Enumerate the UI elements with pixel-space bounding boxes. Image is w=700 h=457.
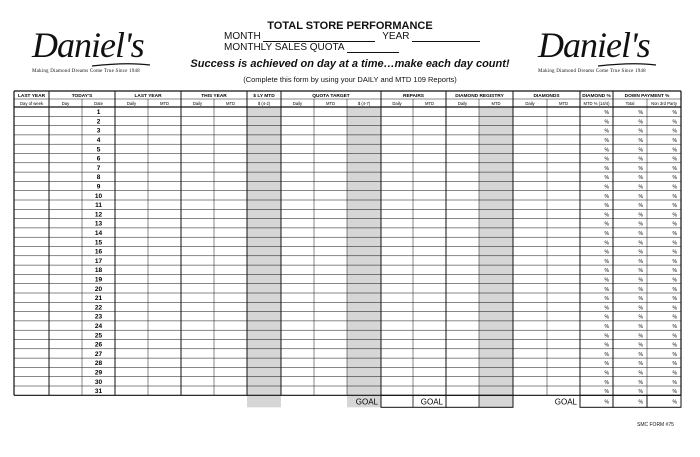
percent-cell: %	[638, 277, 643, 284]
date-number: 7	[96, 164, 101, 172]
percent-cell: %	[638, 110, 643, 117]
date-number: 27	[94, 350, 103, 358]
percent-cell: %	[604, 249, 609, 256]
date-number: 30	[94, 378, 103, 386]
goal-label: GOAL	[355, 397, 378, 407]
percent-cell: %	[604, 147, 609, 154]
percent-cell: %	[638, 314, 643, 321]
sub-header: Day	[61, 101, 70, 106]
percent-cell: %	[672, 351, 677, 358]
goal-percent: %	[638, 399, 643, 406]
sub-header: Total	[625, 101, 635, 106]
month-label: MONTH	[224, 31, 261, 42]
percent-cell: %	[672, 193, 677, 200]
date-number: 14	[94, 230, 103, 237]
sub-header: Day of week	[19, 101, 44, 106]
percent-cell: %	[604, 389, 609, 396]
percent-cell: %	[638, 342, 643, 349]
percent-cell: %	[604, 165, 609, 172]
date-number: 23	[94, 313, 103, 321]
percent-cell: %	[672, 305, 677, 312]
slogan: Success is achieved on day at a time…make each day count!	[190, 58, 510, 70]
percent-cell: %	[638, 203, 643, 210]
percent-cell: %	[638, 361, 643, 368]
date-number: 21	[94, 295, 103, 303]
sub-header: $ (4-7)	[357, 101, 371, 106]
brand-tagline: Making Diamond Dreams Come True Since 1948	[32, 69, 140, 74]
percent-cell: %	[672, 184, 677, 191]
sub-header: MTD	[159, 101, 170, 106]
sub-header: Daily	[392, 101, 402, 106]
percent-cell: %	[638, 249, 643, 256]
percent-cell: %	[672, 156, 677, 163]
percent-cell: %	[672, 203, 677, 210]
sub-header: MTD	[225, 101, 236, 106]
sub-header: MTD	[491, 101, 501, 106]
date-number: 4	[96, 137, 101, 144]
date-number: 13	[94, 220, 103, 228]
sub-header: Non 3rd Party	[651, 101, 677, 106]
group-header: LAST YEAR	[134, 94, 162, 99]
percent-cell: %	[638, 138, 643, 144]
year-label: YEAR	[382, 31, 410, 42]
percent-cell: %	[638, 231, 643, 237]
percent-cell: %	[672, 147, 677, 154]
percent-cell: %	[604, 296, 609, 303]
percent-cell: %	[672, 231, 677, 237]
percent-cell: %	[638, 175, 643, 182]
group-header: REPAIRS	[403, 94, 424, 99]
sub-header: Date	[94, 101, 103, 106]
date-number: 15	[94, 239, 103, 247]
date-number: 25	[94, 332, 103, 340]
date-number: 31	[94, 388, 103, 396]
group-header: $ LY MTD	[253, 94, 275, 99]
date-number: 10	[94, 192, 103, 200]
percent-cell: %	[672, 175, 677, 182]
percent-cell: %	[672, 277, 677, 284]
percent-cell: %	[638, 193, 643, 200]
percent-cell: %	[672, 119, 677, 126]
percent-cell: %	[604, 221, 609, 228]
percent-cell: %	[638, 240, 643, 247]
percent-cell: %	[672, 324, 677, 330]
brand-name: Daniel's	[538, 25, 650, 65]
date-number: 16	[94, 248, 103, 256]
percent-cell: %	[604, 258, 609, 265]
percent-cell: %	[638, 351, 643, 358]
shaded-column	[247, 107, 281, 407]
date-number: 11	[95, 202, 102, 210]
percent-cell: %	[638, 286, 643, 293]
percent-cell: %	[604, 175, 609, 182]
shaded-column	[479, 107, 513, 407]
goal-percent: %	[604, 399, 609, 406]
percent-cell: %	[672, 212, 677, 219]
date-number: 26	[94, 341, 103, 349]
date-number: 24	[94, 323, 103, 330]
percent-cell: %	[672, 379, 677, 386]
percent-cell: %	[638, 324, 643, 330]
date-number: 18	[94, 267, 103, 275]
date-number: 12	[94, 211, 103, 219]
group-header: LAST YEAR	[17, 94, 46, 99]
percent-cell: %	[604, 379, 609, 386]
percent-cell: %	[604, 156, 609, 163]
sub-header: Daily	[292, 101, 303, 106]
percent-cell: %	[604, 370, 609, 377]
percent-cell: %	[638, 147, 643, 154]
percent-cell: %	[672, 389, 677, 396]
goal-label: GOAL	[554, 397, 577, 407]
percent-cell: %	[672, 361, 677, 368]
percent-cell: %	[672, 296, 677, 303]
date-number: 8	[96, 174, 101, 182]
sub-header: MTD	[424, 101, 435, 106]
percent-cell: %	[638, 119, 643, 126]
sub-header: Daily	[126, 101, 137, 106]
percent-cell: %	[672, 249, 677, 256]
percent-cell: %	[604, 333, 609, 340]
sub-header: Daily	[192, 101, 203, 106]
percent-cell: %	[638, 165, 643, 172]
percent-cell: %	[604, 324, 609, 330]
date-number: 9	[96, 183, 101, 191]
percent-cell: %	[638, 370, 643, 377]
percent-cell: %	[638, 296, 643, 303]
percent-cell: %	[604, 286, 609, 293]
sub-header: Daily	[525, 101, 535, 106]
percent-cell: %	[638, 156, 643, 163]
date-number: 20	[94, 285, 103, 293]
sub-header: Daily	[457, 101, 468, 106]
group-header: DIAMONDS	[533, 94, 560, 99]
page-title: TOTAL STORE PERFORMANCE	[267, 20, 433, 32]
date-number: 19	[94, 276, 103, 284]
group-header: TODAY'S	[71, 94, 93, 99]
group-header: DIAMOND %	[582, 94, 611, 99]
brand-name: Daniel's	[32, 25, 144, 65]
percent-cell: %	[604, 203, 609, 210]
date-number: 6	[96, 155, 101, 163]
percent-cell: %	[604, 277, 609, 284]
percent-cell: %	[604, 361, 609, 368]
percent-cell: %	[638, 333, 643, 340]
date-number: 17	[94, 257, 103, 265]
sub-header: MTD % (14/4)	[583, 101, 610, 106]
goal-label: GOAL	[420, 397, 443, 407]
percent-cell: %	[638, 305, 643, 312]
sub-header: $ (4-2)	[257, 101, 271, 106]
percent-cell: %	[672, 342, 677, 349]
percent-cell: %	[638, 128, 643, 135]
date-number: 28	[94, 360, 103, 368]
percent-cell: %	[604, 193, 609, 200]
percent-cell: %	[672, 138, 677, 144]
percent-cell: %	[638, 379, 643, 386]
date-number: 1	[96, 109, 101, 117]
group-header: DOWN PAYMENT %	[624, 94, 670, 99]
percent-cell: %	[672, 314, 677, 321]
percent-cell: %	[604, 138, 609, 144]
date-number: 2	[96, 118, 101, 126]
group-header: QUOTA TARGET	[312, 94, 350, 99]
percent-cell: %	[604, 305, 609, 312]
percent-cell: %	[604, 119, 609, 126]
percent-cell: %	[604, 128, 609, 135]
brand-tagline: Making Diamond Dreams Come True Since 1948	[538, 69, 646, 74]
percent-cell: %	[604, 231, 609, 237]
percent-cell: %	[638, 184, 643, 191]
percent-cell: %	[672, 286, 677, 293]
date-number: 29	[94, 369, 103, 377]
form-id: SMC FORM #75	[637, 422, 674, 428]
date-number: 22	[94, 304, 103, 312]
percent-cell: %	[672, 370, 677, 377]
percent-cell: %	[604, 268, 609, 275]
percent-cell: %	[672, 110, 677, 117]
quota-label: MONTHLY SALES QUOTA	[224, 42, 345, 53]
goal-percent: %	[672, 399, 677, 406]
percent-cell: %	[638, 268, 643, 275]
date-number: 3	[96, 127, 101, 135]
shaded-column	[347, 107, 381, 407]
percent-cell: %	[604, 342, 609, 349]
percent-cell: %	[672, 240, 677, 247]
percent-cell: %	[604, 184, 609, 191]
sub-header: MTD	[558, 101, 569, 106]
percent-cell: %	[638, 258, 643, 265]
percent-cell: %	[672, 258, 677, 265]
percent-cell: %	[672, 333, 677, 340]
date-number: 5	[96, 146, 101, 154]
percent-cell: %	[672, 165, 677, 172]
percent-cell: %	[604, 314, 609, 321]
group-header: THIS YEAR	[201, 94, 227, 99]
percent-cell: %	[604, 110, 609, 117]
percent-cell: %	[604, 351, 609, 358]
percent-cell: %	[604, 212, 609, 219]
instructions: (Complete this form by using your DAILY and MTD 109 Reports)	[243, 75, 457, 84]
percent-cell: %	[672, 268, 677, 275]
percent-cell: %	[604, 240, 609, 247]
percent-cell: %	[638, 212, 643, 219]
sub-header: MTD	[325, 101, 336, 106]
percent-cell: %	[638, 221, 643, 228]
percent-cell: %	[638, 389, 643, 396]
percent-cell: %	[672, 221, 677, 228]
percent-cell: %	[672, 128, 677, 135]
group-header: DIAMOND REGISTRY	[455, 94, 504, 99]
